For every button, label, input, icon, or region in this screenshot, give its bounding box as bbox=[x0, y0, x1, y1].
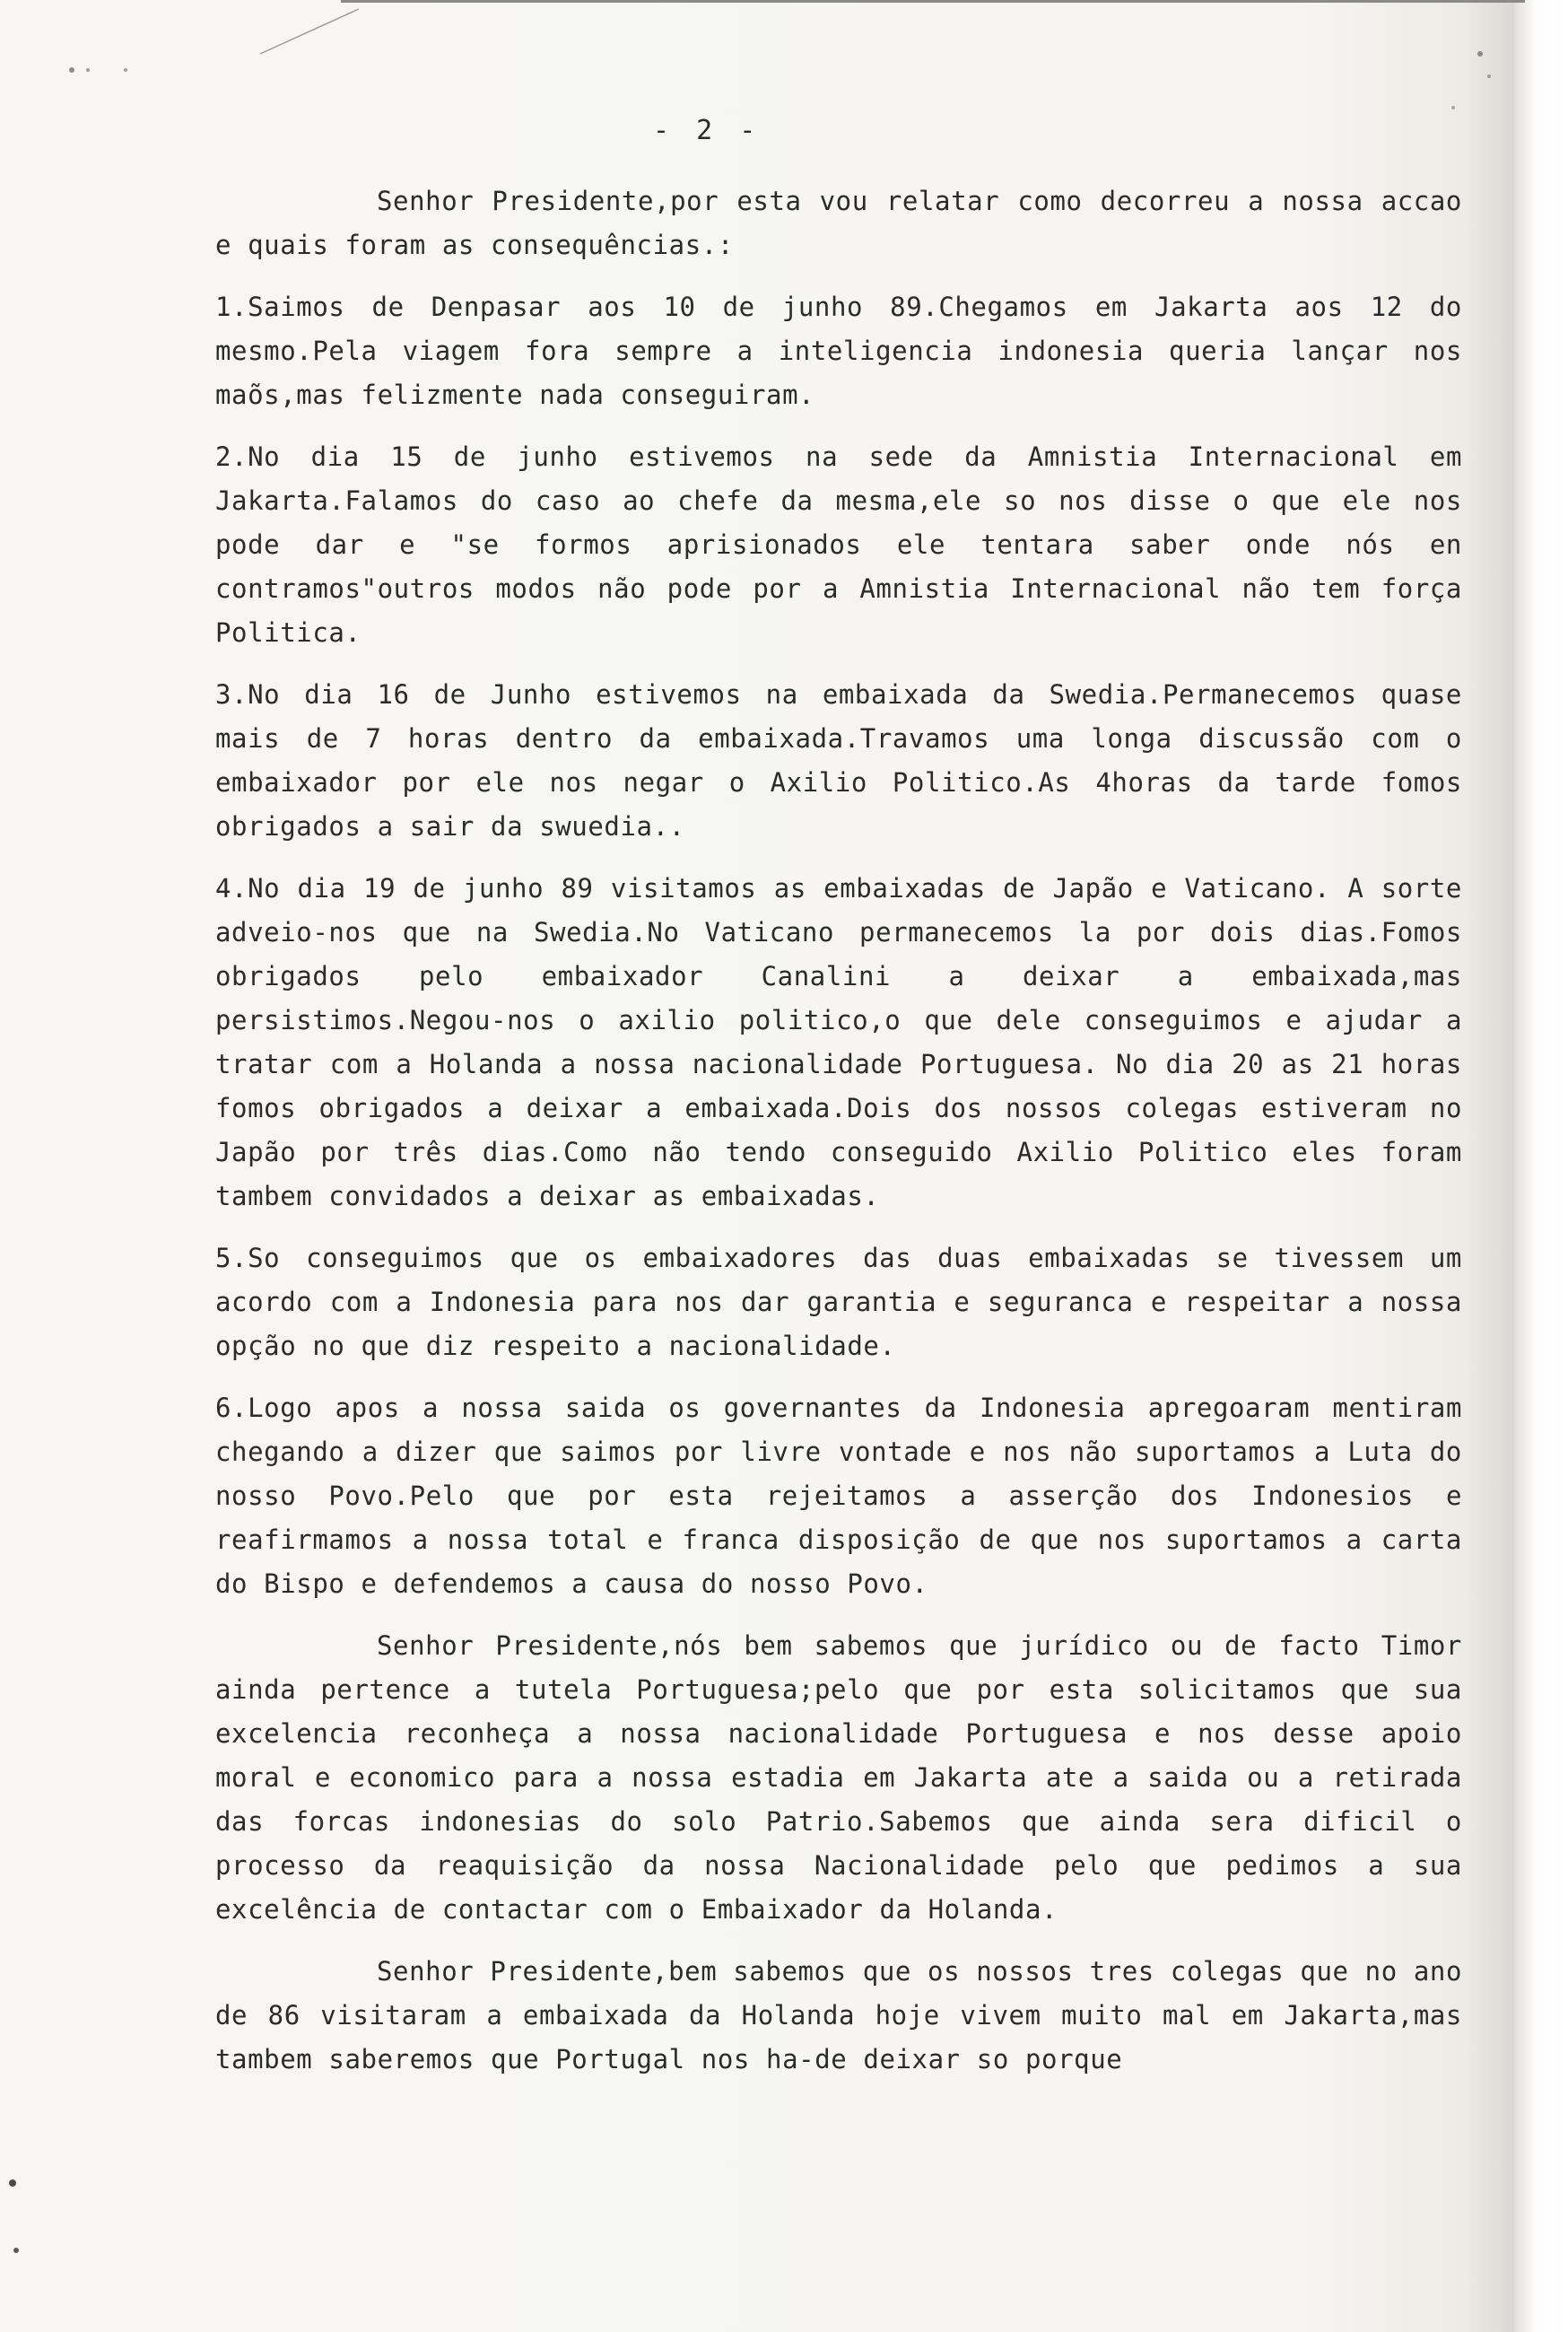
intro-paragraph: Senhor Presidente,por esta vou relatar como decorreu a nossa accao e quais foram as consequências.: bbox=[215, 186, 1462, 260]
numbered-item-1: 1.Saimos de Denpasar aos 10 de junho 89.Chegamos em Jakarta aos 12 do mesmo.Pela viagem fora sempre a inteligencia indonesia queria lançar nos maõs,mas felizmente nada conseguiram. bbox=[215, 292, 1462, 410]
numbered-item-5: 5.So conseguimos que os embaixadores das duas embaixadas se tivessem um acordo com a Indonesia para nos dar garantia e seguranca e respeitar a nossa opção no que diz respeito a nacionalidade. bbox=[215, 1243, 1462, 1361]
closing-paragraph: Senhor Presidente,bem sabemos que os nossos tres colegas que no ano de 86 visitaram a embaixada da Holanda hoje vivem muito mal em Jakarta,mas tambem saberemos que Portugal nos ha-de deixar so porque bbox=[215, 1956, 1462, 2074]
request-paragraph: Senhor Presidente,nós bem sabemos que jurídico ou de facto Timor ainda pertence a tutela Portuguesa;pelo que por esta solicitamos que sua excelencia reconheça a nossa nacionalidade Portuguesa e nos desse apoio moral e economico para a nossa estadia em Jakarta ate a saida ou a retirada das forcas indonesias do solo Patrio.Sabemos que ainda sera dificil o processo da reaquisição da nossa Nacionalidade pelo que pedimos a sua excelência de contactar com o Embaixador da Holanda. bbox=[215, 1630, 1462, 1925]
numbered-item-6: 6.Logo apos a nossa saida os governantes da Indonesia apregoaram mentiram chegando a dizer que saimos por livre vontade e nos não suportamos a Luta do nosso Povo.Pelo que por esta rejeitamos a asserção dos Indonesios e reafirmamos a nossa total e franca disposição de que nos suportamos a carta do Bispo e defendemos a causa do nosso Povo. bbox=[215, 1393, 1462, 1599]
numbered-item-3: 3.No dia 16 de Junho estivemos na embaixada da Swedia.Permanecemos quase mais de 7 horas dentro da embaixada.Travamos uma longa discussão com o embaixador por ele nos negar o Axilio Politico.As 4horas da tarde fomos obrigados a sair da swuedia.. bbox=[215, 679, 1462, 842]
numbered-item-2: 2.No dia 15 de junho estivemos na sede da Amnistia Internacional em Jakarta.Falamos do caso ao chefe da mesma,ele so nos disse o que ele nos pode dar e "se formos aprisionados ele tentara saber onde nós en contramos"outros modos não pode por a Amnistia Internacional não tem força Politica. bbox=[215, 441, 1462, 648]
numbered-item-4: 4.No dia 19 de junho 89 visitamos as embaixadas de Japão e Vaticano. A sorte adveio-nos que na Swedia.No Vaticano permanecemos la por dois dias.Fomos obrigados pelo embaixador Canalini a deixar a embaixada,mas persistimos.Negou-nos o axilio politico,o que dele conseguimos e ajudar a tratar com a Holanda a nossa nacionalidade Portuguesa. No dia 20 as 21 horas fomos obrigados a deixar a embaixada.Dois dos nossos colegas estiveram no Japão por três dias.Como não tendo conseguido Axilio Politico eles foram tambem convidados a deixar as embaixadas. bbox=[215, 873, 1462, 1211]
page-number: - 2 - bbox=[653, 115, 762, 146]
letter-body bbox=[215, 179, 1462, 2100]
